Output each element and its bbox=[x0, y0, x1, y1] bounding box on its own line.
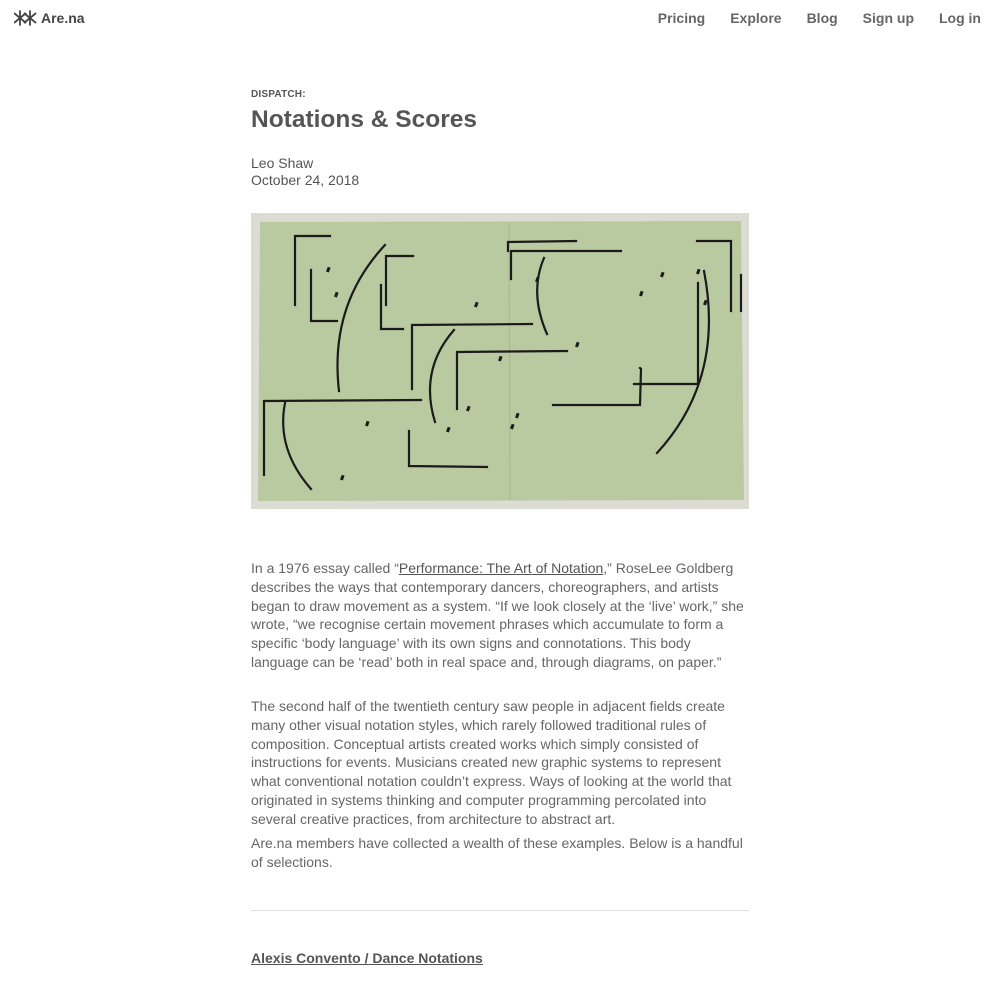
essay-link[interactable]: Performance: The Art of Notation bbox=[398, 560, 604, 576]
article-kicker: DISPATCH: bbox=[251, 89, 306, 100]
article-title: Notations & Scores bbox=[251, 106, 477, 133]
article-date: October 24, 2018 bbox=[251, 172, 360, 188]
logo-text: Are.na bbox=[41, 10, 85, 26]
notation-artwork-image bbox=[251, 213, 749, 509]
article-paragraph-2: The second half of the twentieth century saw people in adjacent fields create many other visual notation styles, which rarely followed traditional rules of composition. Conceptual artists created works which simply consisted of instructions for events. Musicians created new graphic systems to represent what conventional notation couldn’t express. Ways of looking at the world that originated in systems thinking and computer programming percolated into several creative practices, from architecture to abstract art. bbox=[251, 698, 732, 827]
article-paragraph-3: Are.na members have collected a wealth of these examples. Below is a handful of selections. bbox=[251, 835, 743, 870]
top-nav-bar bbox=[0, 0, 1000, 36]
nav-login-link[interactable]: Log in bbox=[939, 10, 981, 26]
article-author: Leo Shaw bbox=[251, 155, 314, 171]
section-divider bbox=[251, 910, 749, 911]
main-nav bbox=[658, 10, 981, 26]
article-paragraph-1 bbox=[251, 559, 749, 672]
nav-explore-link[interactable]: Explore bbox=[730, 10, 782, 26]
nav-signup-link[interactable]: Sign up bbox=[862, 10, 914, 26]
paragraph-1-lead: In a 1976 essay called “ bbox=[251, 560, 399, 576]
nav-pricing-link[interactable]: Pricing bbox=[657, 10, 706, 26]
nav-blog-link[interactable]: Blog bbox=[806, 10, 838, 26]
home-logo-link[interactable] bbox=[14, 9, 85, 27]
section-heading-link[interactable]: Alexis Convento / Dance Notations bbox=[251, 950, 483, 966]
paragraph-1-body: ,” RoseLee Goldberg describes the ways that contemporary dancers, choreographers, and artists began to draw movement as a system. “If we look closely at the ‘live’ work,” she wrote, “we recognise certain movement phrases which accumulate to form a specific ‘body language’ with its own signs and connotations. This body language can be ‘read’ both in real space and, through diagrams, on paper.” bbox=[251, 560, 744, 670]
arena-asterisk-icon bbox=[14, 9, 37, 27]
